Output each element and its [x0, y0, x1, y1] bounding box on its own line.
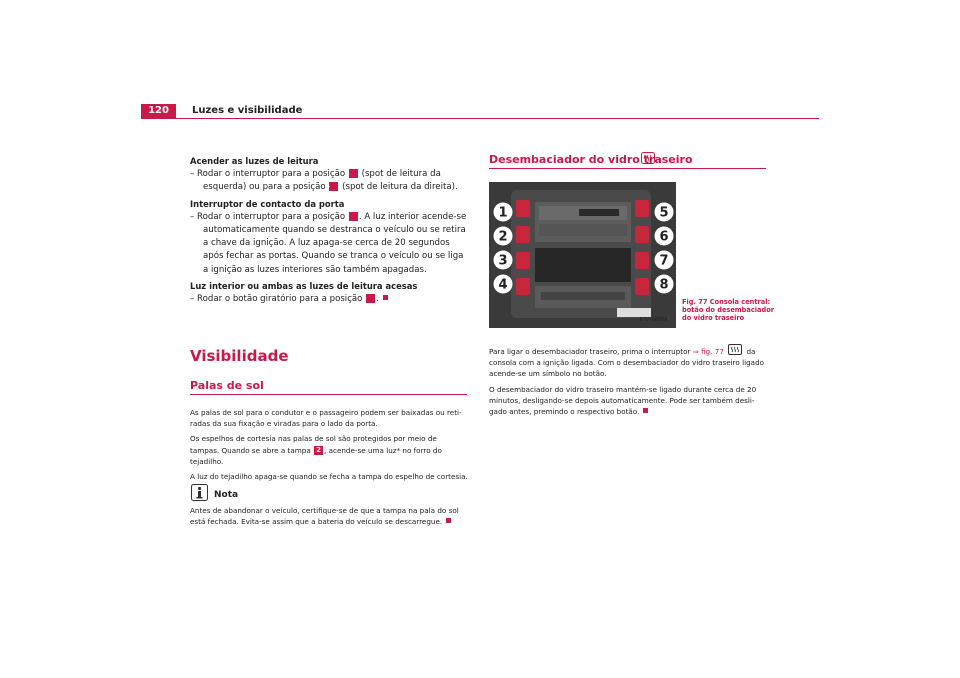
callout-5	[654, 202, 674, 222]
defroster-p1-text-2: da consola com a ignição ligada. Com o desembaciador do vidro traseiro ligado acende-se um símbolo no botão.	[489, 347, 765, 379]
end-of-section-marker	[383, 295, 388, 300]
svg-text:2: 2	[498, 229, 508, 245]
svg-text:3: 3	[498, 253, 508, 269]
callout-7	[654, 250, 674, 270]
interior-light-step	[190, 293, 470, 306]
defroster-paragraph-2	[489, 384, 766, 418]
defroster-p2-text: O desembaciador do vidro traseiro mantém-se ligado durante cerca de 20 minutos, desligando-se depois automaticamente. Pode ser também desli- gado antes, premindo o respectivo botão.	[489, 384, 757, 417]
sun-paragraph-1: As palas de sol para o condutor e o passageiro podem ser baixadas ou reti- radas da sua fixação e viradas para o lado da porta.	[190, 408, 462, 429]
sun-paragraph-2	[190, 433, 468, 467]
position-badge-2b: 2	[314, 446, 323, 455]
door-switch-step	[190, 211, 470, 277]
rear-defrost-icon	[641, 152, 655, 164]
svg-text:8: 8	[659, 277, 669, 293]
svg-text:7: 7	[659, 253, 669, 269]
callout-4	[493, 274, 513, 294]
note-text: Antes de abandonar o veículo, certifique-se de que a tampa na pala do sol está fechada. Evita-se assim que a bateria do veículo se descarregue.	[190, 506, 459, 527]
figure-code: B7V-0066A	[640, 317, 668, 323]
callout-3	[493, 250, 513, 270]
figure-caption	[682, 298, 774, 322]
position-badge-3: 3	[349, 212, 358, 221]
sun-paragraph-3: A luz do tejadilho apaga-se quando se fecha a tampa do espelho de cortesia.	[190, 472, 468, 482]
note-title: Nota	[214, 490, 239, 500]
svg-text:5: 5	[659, 205, 669, 221]
page-number: 120	[141, 104, 176, 118]
door-switch-title: Interruptor de contacto da porta	[190, 198, 345, 209]
sun-p2-text-2: , acende-se uma luz* no forro do tejadilho.	[190, 445, 442, 466]
section-title-sun-visors: Palas de sol	[190, 379, 264, 392]
info-note-icon	[191, 484, 208, 501]
interior-light-title: Luz interior ou ambas as luzes de leitura acesas	[190, 280, 418, 291]
caption-line-3: do vidro traseiro	[682, 314, 745, 322]
section-title-rear-defroster: Desembaciador do vidro traseiro	[489, 153, 693, 166]
callout-2	[493, 226, 513, 246]
interior-step-text-2: .	[376, 294, 379, 305]
figure-reference-link[interactable]: ⇒ fig. 77	[692, 347, 724, 356]
defroster-body	[489, 344, 766, 417]
reading-step-text-3: (spot de leitura da direita).	[342, 182, 458, 193]
reading-lights-step	[190, 168, 470, 194]
position-badge-2: 2	[349, 169, 358, 178]
svg-text:1: 1	[498, 205, 508, 221]
door-step-text: – Rodar o interruptor para a posição	[190, 211, 346, 222]
callout-layer	[489, 182, 676, 328]
reading-lights-title: Acender as luzes de leitura	[190, 156, 319, 166]
position-badge-5: 5	[366, 294, 375, 303]
reading-step-text-2: (spot de leitura da esquerda) ou para a posição	[203, 169, 441, 193]
callout-6	[654, 226, 674, 246]
rear-defrost-button-icon	[728, 344, 742, 355]
end-of-section-marker-2	[446, 518, 451, 523]
running-title: Luzes e visibilidade	[192, 105, 303, 116]
note-body	[190, 505, 470, 527]
caption-line-1: Fig. 77 Consola central:	[682, 298, 771, 306]
header-rule	[141, 118, 819, 119]
callout-1	[493, 202, 513, 222]
defroster-paragraph-1	[489, 344, 766, 380]
sun-p2-text: Os espelhos de cortesia nas palas de sol são protegidos por meio de tampas. Quando se abre a tampa	[190, 434, 437, 455]
position-badge-4: 4	[329, 182, 338, 191]
door-step-text-2: . A luz interior acende-se automaticamente quando se destranca o veículo ou se retira a chave da ignição. A luz apaga-se cerca de 20 segundos após fechar as portas. Quando se tranca o veículo ou se liga a ignição as luzes interiores são também apagadas.	[203, 211, 467, 275]
section-rule	[190, 394, 467, 395]
svg-text:6: 6	[659, 229, 669, 245]
svg-text:4: 4	[498, 277, 508, 293]
end-of-section-marker-3	[643, 408, 648, 413]
section-rule-2	[489, 168, 766, 169]
reading-step-text: – Rodar o interruptor para a posição	[190, 169, 346, 180]
chapter-title: Visibilidade	[190, 347, 289, 365]
callout-8	[654, 274, 674, 294]
reading-lights-block	[190, 155, 470, 306]
sun-visor-body	[190, 407, 468, 482]
interior-step-text: – Rodar o botão giratório para a posição	[190, 294, 363, 305]
defroster-p1-text: Para ligar o desembaciador traseiro, prima o interruptor	[489, 347, 691, 356]
caption-line-2: botão do desembaciador	[682, 306, 774, 314]
